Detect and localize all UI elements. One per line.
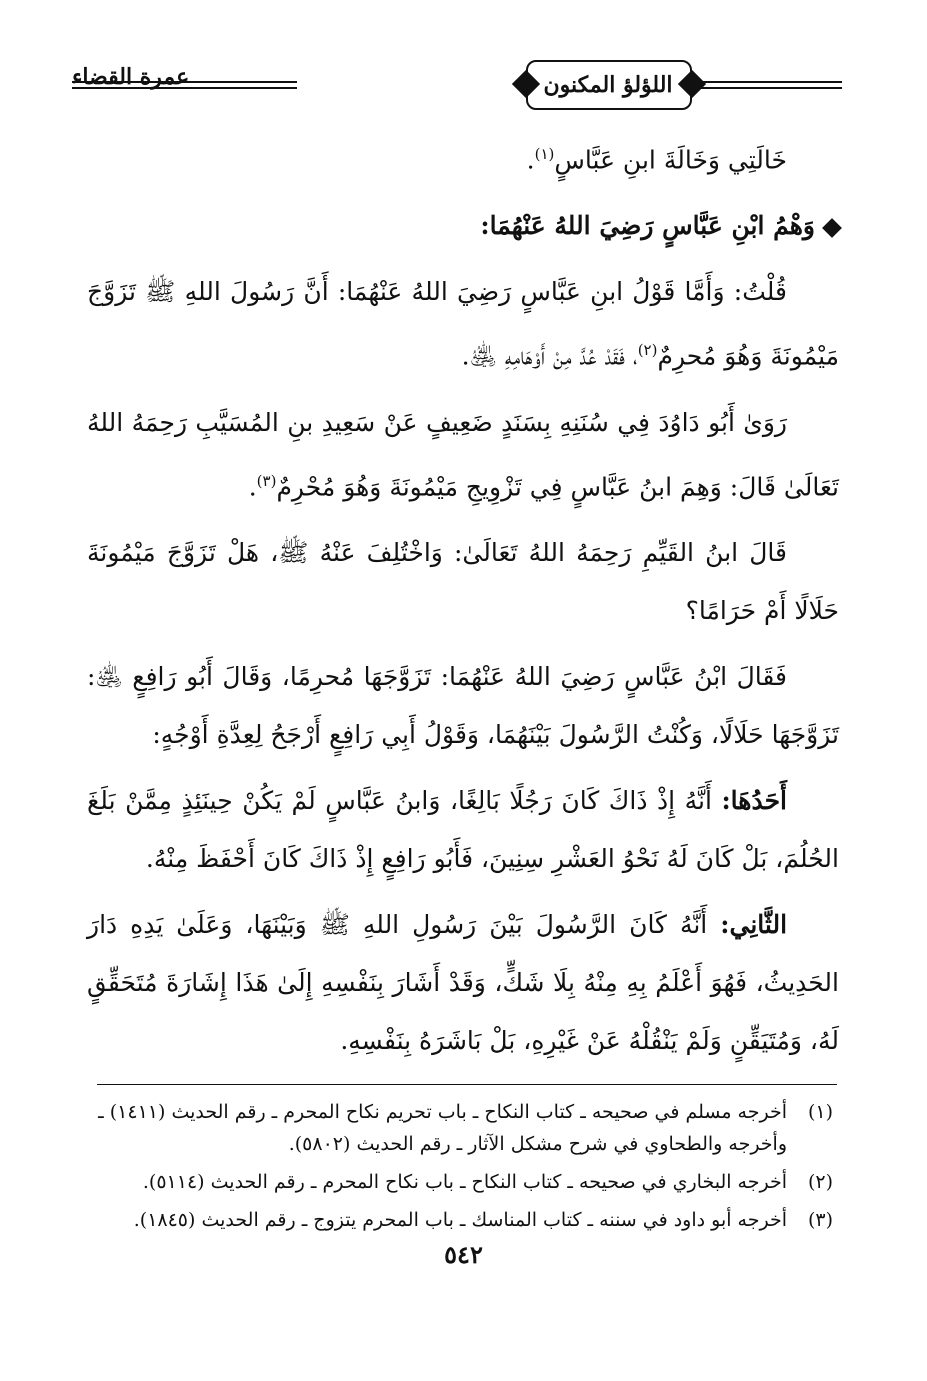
footnote-number: (١) bbox=[807, 1101, 833, 1123]
footnote-item bbox=[93, 1096, 833, 1160]
footnote-text: أخرجه أبو داود في سننه ـ كتاب المناسك ـ باب المحرم يتزوج ـ رقم الحديث (١٨٤٥). bbox=[133, 1209, 787, 1231]
footnotes bbox=[93, 1096, 833, 1242]
paragraph-6: أَحَدُهَا: أَنَّهُ إِذْ ذَاكَ كَانَ رَجُلًا بَالِغًا، وَابنُ عَبَّاسٍ لَمْ يَكُنْ حِينَئِذٍ مِمَّنْ بَلَغَ الحُلُمَ، بَلْ كَانَ لَهُ نَحْوُ العَشْرِ سِنِينَ، فَأَبُو رَافِعٍ إِذْ ذَاكَ كَانَ أَحْفَظَ مِنْهُ. bbox=[87, 785, 839, 873]
footnote-number: (٢) bbox=[807, 1171, 833, 1193]
header-rule-right bbox=[694, 81, 842, 89]
paragraph-3: رَوَىٰ أَبُو دَاوُدَ فِي سُنَنِهِ بِسَنَدٍ ضَعِيفٍ عَنْ سَعِيدِ بنِ المُسَيَّبِ رَحِمَهُ اللهُ تَعَالَىٰ قَالَ: وَهِمَ ابنُ عَبَّاسٍ فِي تَزْوِيجِ مَيْمُونَةَ وَهُوَ مُحْرِمٌ$^{(٣)}$. bbox=[87, 407, 839, 501]
footnote-number: (٣) bbox=[807, 1209, 833, 1231]
diamond-bullet-icon bbox=[822, 218, 842, 238]
footnote-text: أخرجه البخاري في صحيحه ـ كتاب النكاح ـ باب نكاح المحرم ـ رقم الحديث (٥١١٤). bbox=[142, 1171, 787, 1193]
footnote-item bbox=[93, 1166, 833, 1198]
page-number: ٥٤٢ bbox=[444, 1240, 483, 1269]
paragraph-4: قَالَ ابنُ القَيِّمِ رَحِمَهُ اللهُ تَعَالَىٰ: وَاخْتُلِفَ عَنْهُ ﷺ، هَلْ تَزَوَّجَ مَيْمُونَةَ حَلَالًا أَمْ حَرَامًا؟ bbox=[87, 537, 839, 625]
paragraph-5: فَقَالَ ابْنُ عَبَّاسٍ رَضِيَ اللهُ عَنْهُمَا: تَزَوَّجَهَا مُحرِمًا، وَقَالَ أَبُو رَافِعٍ ﵁: تَزَوَّجَهَا حَلَالًا، وَكُنْتُ الرَّسُولَ بَيْنَهُمَا، وَقَوْلُ أَبِي رَافِعٍ أَرْجَحُ لِعِدَّةِ أَوْجُهٍ: bbox=[87, 661, 839, 749]
paragraph-1: خَالَتِي وَخَالَةَ ابنِ عَبَّاسٍ$^{(١)}$. bbox=[526, 145, 787, 175]
main-text bbox=[87, 125, 839, 1074]
point-label-second: الثَّانِي: bbox=[720, 909, 788, 939]
footnote-text: أخرجه مسلم في صحيحه ـ كتاب النكاح ـ باب تحريم نكاح المحرم ـ رقم الحديث (١٤١١) ـ وأخرجه والطحاوي في شرح مشكل الآثار ـ رقم الحديث (٥٨٠٢). bbox=[98, 1101, 787, 1155]
footnote-divider bbox=[97, 1084, 837, 1085]
paragraph-7: الثَّانِي: أَنَّهُ كَانَ الرَّسُولَ بَيْنَ رَسُولِ اللهِ ﷺ وَبَيْنَهَا، وَعَلَىٰ يَدِهِ دَارَ الحَدِيثُ، فَهُوَ أَعْلَمُ بِهِ مِنْهُ بِلَا شَكٍّ، وَقَدْ أَشَارَ بِنَفْسِهِ إِلَىٰ هَذَا إِشَارَةَ مُتَحَقِّقٍ لَهُ، وَمُتَيَقِّنٍ وَلَمْ يَنْقُلْهُ عَنْ غَيْرِهِ، بَلْ بَاشَرَهُ بِنَفْسِهِ. bbox=[87, 909, 839, 1055]
footnote-ref-2[interactable]: (٢) bbox=[637, 341, 658, 360]
footnote-ref-1[interactable]: (١) bbox=[534, 145, 555, 163]
section-heading: وَهْمُ ابْنِ عَبَّاسٍ رَضِيَ اللهُ عَنْهُمَا: bbox=[87, 197, 839, 255]
running-header bbox=[72, 52, 842, 120]
section-title: عمرة القضاء bbox=[72, 64, 190, 90]
footnote-ref-3[interactable]: (٣) bbox=[256, 471, 277, 490]
paragraph-2: قُلْتُ: وَأَمَّا قَوْلُ ابنِ عَبَّاسٍ رَضِيَ اللهُ عَنْهُمَا: أَنَّ رَسُولَ اللهِ ﷺ تَزَوَّجَ مَيْمُونَةَ وَهُوَ مُحرِمٌ$^{(٢)}$، فَقَدْ عُدَّ مِنْ أَوْهَامِهِ ﵁. bbox=[87, 277, 839, 371]
book-title: اللؤلؤ المكنون bbox=[543, 72, 673, 98]
point-label-first: أَحَدُهَا: bbox=[721, 785, 787, 815]
footnote-item bbox=[93, 1204, 833, 1236]
